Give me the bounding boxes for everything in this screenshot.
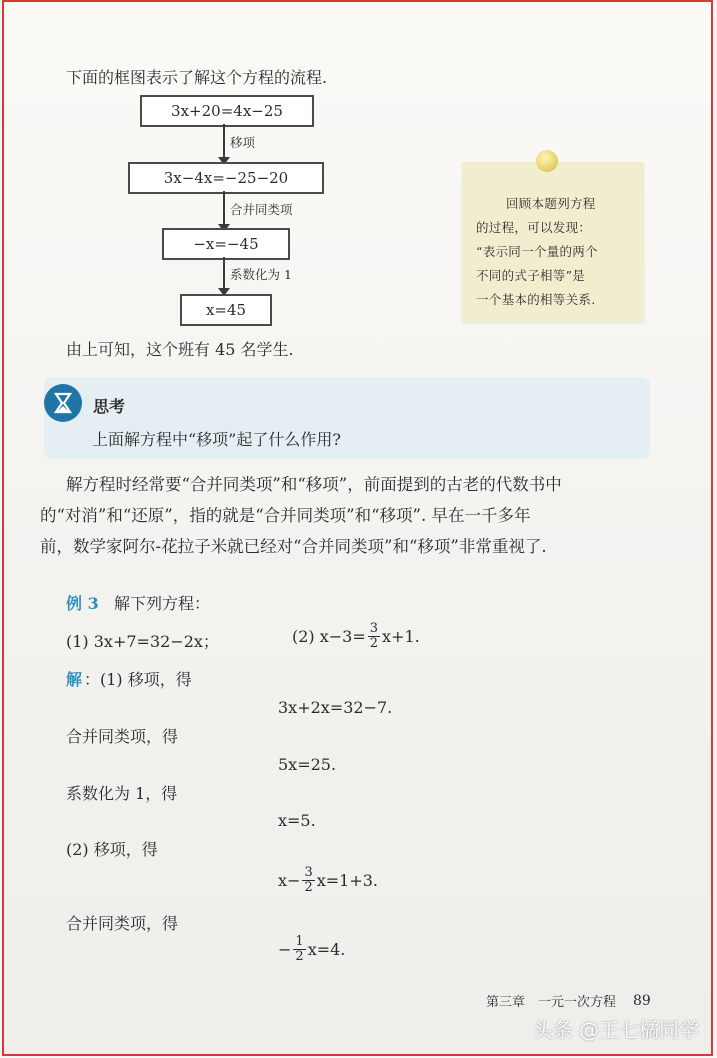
flow-box-2: 3x−4x=−25−20: [128, 162, 324, 194]
flow-step-2: 合并同类项: [230, 202, 293, 217]
footer-chapter: 第三章 一元一次方程: [486, 995, 617, 1010]
flow-box-4: x=45: [180, 294, 272, 326]
solution-step-1: ：(1) 移项，得: [84, 670, 192, 689]
conclusion-text: 由上可知，这个班有 45 名学生.: [66, 340, 294, 359]
flow-arrow-3: [223, 257, 225, 289]
problem-1: (1) 3x+7=32−2x；: [66, 632, 219, 651]
side-note: [462, 162, 644, 322]
flow-step-3: 系数化为 1: [230, 267, 292, 282]
eq5-prefix: −: [278, 939, 292, 959]
solution-step-3: 系数化为 1，得: [66, 784, 178, 803]
fraction-denominator: 2: [295, 948, 304, 964]
note-line-3: “表示同一个量的两个: [476, 244, 598, 259]
solution-label: 解: [66, 670, 83, 689]
watermark: 头条 @王七橘同学: [532, 1018, 699, 1042]
hourglass-icon: [44, 384, 82, 422]
problem-2: [292, 622, 420, 650]
note-line-1: 回顾本题列方程: [506, 196, 596, 211]
paragraph-line-2: 的“对消”和“还原”，指的就是“合并同类项”和“移项”. 早在一千多年: [40, 506, 531, 525]
solution-step-5: 合并同类项，得: [66, 914, 179, 933]
fraction-numerator: 3: [304, 865, 313, 880]
flow-box-1: 3x+20=4x−25: [140, 95, 314, 127]
eq4-fraction: [302, 866, 314, 894]
fraction-denominator: 2: [304, 879, 313, 895]
think-title: 思考: [93, 397, 126, 416]
flow-arrow-2: [223, 191, 225, 225]
solution-eq-3: x=5.: [278, 811, 316, 830]
solution-step-2: 合并同类项，得: [66, 727, 179, 746]
paragraph-line-3: 前，数学家阿尔-花拉子米就已经对“合并同类项”和“移项”非常重视了.: [40, 537, 547, 556]
problem-2-suffix: x+1.: [382, 626, 420, 646]
eq5-suffix: x=4.: [307, 939, 346, 959]
note-line-4: 不同的式子相等”是: [476, 268, 586, 283]
pushpin-icon: [536, 150, 558, 172]
fraction-numerator: 1: [295, 934, 304, 949]
flow-box-3: −x=−45: [162, 228, 290, 260]
think-question: 上面解方程中“移项”起了什么作用?: [92, 430, 341, 449]
example-prompt: 解下列方程：: [114, 594, 211, 613]
solution-step-4: (2) 移项，得: [66, 840, 158, 859]
solution-eq-4: [278, 866, 378, 894]
paragraph-line-1: 解方程时经常要“合并同类项”和“移项”，前面提到的古老的代数书中: [66, 475, 562, 494]
flow-step-1: 移项: [230, 135, 256, 150]
problem-2-fraction: [368, 622, 380, 650]
fraction-numerator: 3: [369, 621, 379, 636]
eq4-prefix: x−: [278, 870, 301, 890]
intro-text: 下面的框图表示了解这个方程的流程.: [66, 68, 328, 87]
textbook-page: [4, 2, 711, 1054]
eq5-fraction: [293, 935, 305, 963]
flow-arrow-1: [223, 124, 225, 158]
eq4-suffix: x=1+3.: [316, 870, 378, 890]
fraction-denominator: 2: [369, 635, 379, 651]
solution-eq-5: [278, 935, 345, 963]
solution-eq-2: 5x=25.: [278, 755, 337, 774]
page-number: 89: [633, 993, 651, 1009]
problem-2-prefix: (2) x−3=: [292, 626, 366, 646]
note-line-2: 的过程，可以发现：: [476, 220, 592, 235]
example-label: 例 3: [66, 594, 99, 613]
note-line-5: 一个基本的相等关系.: [476, 292, 596, 307]
solution-eq-1: 3x+2x=32−7.: [278, 698, 393, 717]
